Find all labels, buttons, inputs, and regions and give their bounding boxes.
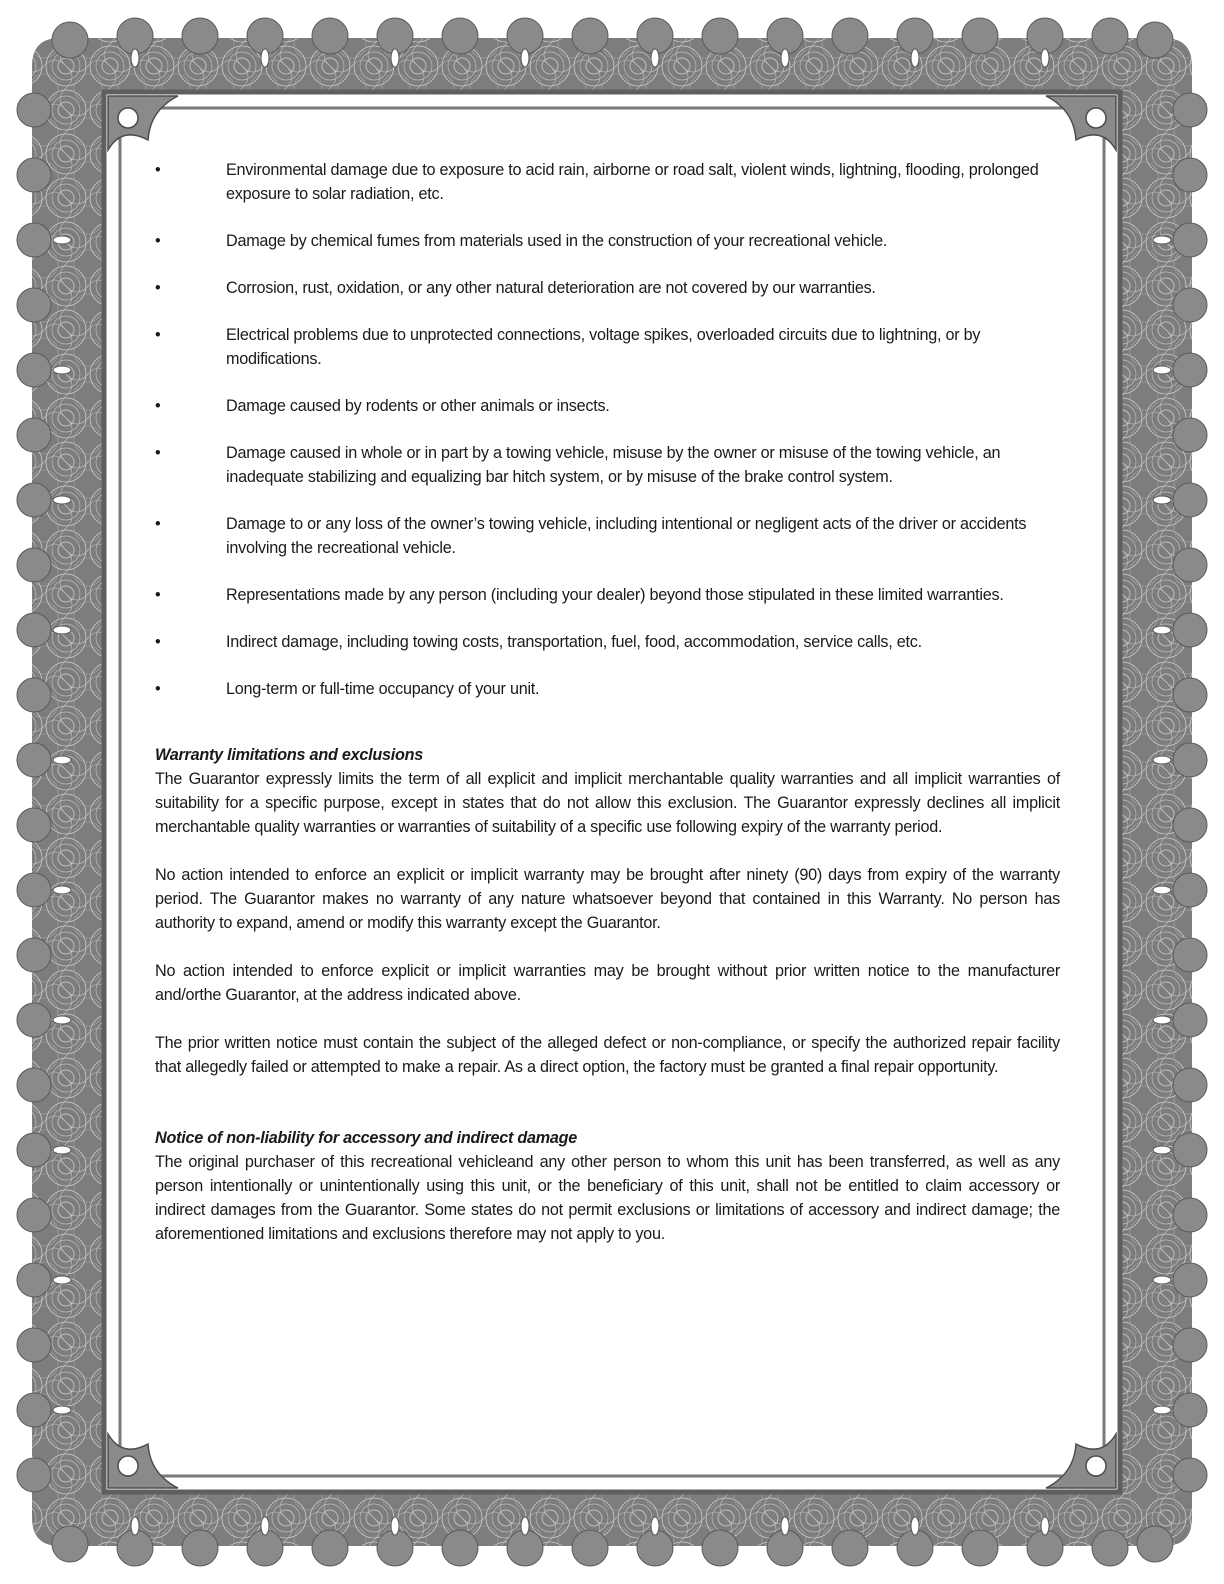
list-item <box>155 323 1060 371</box>
bullet-icon: • <box>155 680 161 698</box>
list-item <box>155 512 1060 560</box>
document-body <box>155 158 1060 1246</box>
list-item <box>155 630 1060 654</box>
paragraph: No action intended to enforce an explicit or implicit warranty may be brought after ninety (90) days from expiry of the warranty period. The Guarantor makes no warranty of any nature whatsoever beyond that contained in this Warranty. No person has authority to expand, amend or modify this warranty except the Guarantor. <box>155 866 1060 932</box>
bullet-icon: • <box>155 444 161 462</box>
bullet-icon: • <box>155 326 161 344</box>
section-heading: Warranty limitations and exclusions <box>155 746 424 764</box>
bullet-icon: • <box>155 586 161 604</box>
list-item <box>155 158 1060 206</box>
bullet-icon: • <box>155 397 161 415</box>
paragraph: No action intended to enforce explicit or implicit warranties may be brought without prior written notice to the manufacturer and/orthe Guarantor, at the address indicated above. <box>155 962 1060 1004</box>
paragraph: The original purchaser of this recreational vehicleand any other person to whom this unit has been transferred, as well as any person intentionally or unintentionally using this unit, or the beneficiary of this unit, shall not be entitled to claim accessory or indirect damages from the Guarantor. Some states do not permit exclusions or limitations of accessory and indirect damage; the aforementioned limitations and exclusions therefore may not apply to you. <box>155 1153 1060 1243</box>
list-item-text: Damage by chemical fumes from materials used in the construction of your recreational vehicle. <box>226 232 888 250</box>
list-item-text: Damage to or any loss of the owner’s towing vehicle, including intentional or negligent acts of the driver or accidents involving the recreational vehicle. <box>226 515 1027 557</box>
list-item <box>155 394 1060 418</box>
paragraph: The prior written notice must contain the subject of the alleged defect or non-compliance, or specify the authorized repair facility that allegedly failed or attempted to make a repair. As a direct option, the factory must be granted a final repair opportunity. <box>155 1034 1060 1076</box>
bullet-icon: • <box>155 232 161 250</box>
section-heading: Notice of non-liability for accessory and indirect damage <box>155 1129 578 1147</box>
list-item-text: Long-term or full-time occupancy of your unit. <box>226 680 540 698</box>
bullet-icon: • <box>155 279 161 297</box>
bullet-icon: • <box>155 515 161 533</box>
list-item <box>155 229 1060 253</box>
paragraph: The Guarantor expressly limits the term of all explicit and implicit merchantable quality warranties and all implicit warranties of suitability for a specific purpose, except in states that do not allow this exclusion. The Guarantor expressly declines all implicit merchantable quality warranties or warranties of suitability of a specific use following expiry of the warranty period. <box>155 770 1060 836</box>
list-item-text: Environmental damage due to exposure to acid rain, airborne or road salt, violent winds, lightning, flooding, prolonged exposure to solar radiation, etc. <box>226 161 1039 203</box>
bullet-icon: • <box>155 633 161 651</box>
warranty-limitations-section <box>155 743 1060 1079</box>
list-item-text: Electrical problems due to unprotected connections, voltage spikes, overloaded circuits due to lightning, or by modifications. <box>226 326 981 368</box>
non-liability-section <box>155 1126 1060 1246</box>
list-item-text: Representations made by any person (including your dealer) beyond those stipulated in these limited warranties. <box>226 586 1004 604</box>
list-item-text: Corrosion, rust, oxidation, or any other natural deterioration are not covered by our warranties. <box>226 279 876 297</box>
exclusions-list <box>155 158 1060 701</box>
list-item-text: Damage caused in whole or in part by a towing vehicle, misuse by the owner or misuse of the towing vehicle, an inadequate stabilizing and equalizing bar hitch system, or by misuse of the brake control system. <box>226 444 1001 486</box>
list-item <box>155 441 1060 489</box>
list-item <box>155 583 1060 607</box>
list-item <box>155 276 1060 300</box>
list-item-text: Indirect damage, including towing costs, transportation, fuel, food, accommodation, service calls, etc. <box>226 633 922 651</box>
list-item <box>155 677 1060 701</box>
list-item-text: Damage caused by rodents or other animals or insects. <box>226 397 610 415</box>
bullet-icon: • <box>155 161 161 179</box>
